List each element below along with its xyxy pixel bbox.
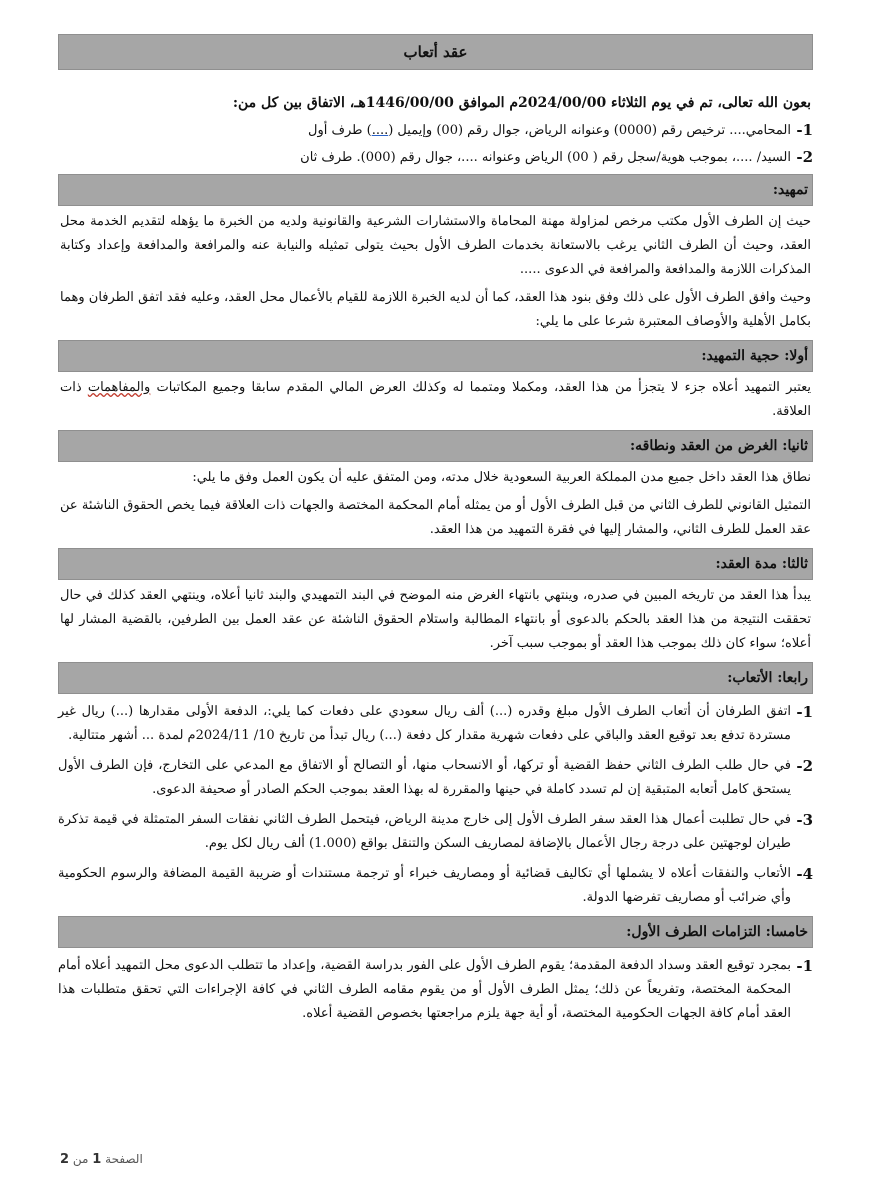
second-heading-text: ثانيا: الغرض من العقد ونطاقه:: [629, 438, 808, 454]
preamble-paragraph-2: وحيث وافق الطرف الأول على ذلك وفق بنود هذا العقد، كما أن لديه الخبرة اللازمة للقيام بالأعمال محل العقد، وعليه فقد اتفق الطرفان وهما بكامل الأهلية والأوصاف المعتبرة شرعا على ما يلي:: [60, 290, 811, 329]
party-one-email-placeholder: ....: [371, 123, 389, 138]
first-paragraph-b: ذات العلاقة.: [60, 380, 811, 419]
first-paragraph-a: يعتبر التمهيد أعلاه جزء لا يتجزأ من هذا العقد، ومكملا ومتمما له وكذلك العرض المالي المقدم سابقا وجميع المكاتبات: [150, 380, 812, 395]
fees-item-text: في حال تطلبت أعمال هذا العقد سفر الطرف الأول إلى خارج مدينة الرياض، فيتحمل الطرف الثاني نفقات السفر المتمثلة في قيمة تذكرة طيران لوجهتين على درجة رجال الأعمال بالإضافة لمصاريف السكن والتنقل بواقع (1.000) ألف ريال لكل يوم.: [58, 812, 791, 851]
third-heading-text: ثالثا: مدة العقد:: [715, 556, 808, 572]
contract-title: [58, 34, 813, 70]
obligations-item-number: 1-: [796, 957, 813, 975]
footer-page-label: الصفحة: [105, 1152, 143, 1166]
first-paragraph: [58, 374, 813, 424]
fees-item-number: 2-: [796, 757, 813, 775]
preamble-heading-text: تمهيد:: [772, 182, 808, 198]
preamble-paragraph-1: حيث إن الطرف الأول مكتب مرخص لمزاولة مهنة المحاماة والاستشارات الشرعية والقانونية ولديه من الخبرة ما يؤهله لتقديم الخدمة محل العقد، وحيث أن الطرف الثاني يرغب بالاستعانة بخدمات الطرف الأول بحيث يتولى تمثيله والنيابة عنه والمرافعة والمدافعة وإعداد وكتابة المذكرات اللازمة والمدافعة والمرافعة في الدعوى .....: [60, 214, 811, 277]
document-body: [58, 34, 813, 1026]
second-paragraph-1: نطاق هذا العقد داخل جميع مدن المملكة العربية السعودية خلال مدته، ومن المتفق عليه أن يكون العمل وفق ما يلي:: [192, 470, 811, 485]
contract-title-text: عقد أتعاب: [403, 43, 468, 61]
fourth-heading-text: رابعا: الأتعاب:: [727, 670, 808, 686]
fees-item-text: الأتعاب والنفقات أعلاه لا يشملها أي تكاليف قضائية أو ومصاريف خبراء أو ترجمة مستندات أو ضريبة القيمة المضافة والرسوم الحكومية وأي ضرائب أو مصاريف تفرضها الدولة.: [58, 866, 791, 905]
party-one-text: [308, 120, 791, 141]
fifth-heading-text: خامسا: التزامات الطرف الأول:: [626, 924, 808, 940]
party-one-number: 1-: [796, 121, 813, 139]
footer-current-page: 1: [92, 1152, 102, 1167]
party-two-number: 2-: [796, 148, 813, 166]
second-paragraph-2: التمثيل القانوني للطرف الثاني من قبل الطرف الأول أو من يمثله أمام المحكمة المختصة والجهات ذات العلاقة فيما يخص الحقوق الناشئة عن عقد العمل للطرف الثاني، والمشار إليها في فقرة التمهيد من هذا العقد.: [60, 498, 811, 537]
section-heading-fifth: [58, 916, 813, 948]
party-one: [58, 120, 813, 141]
section-heading-preamble: [58, 174, 813, 206]
obligations-item: [58, 954, 813, 1026]
fees-item: [58, 808, 813, 856]
section-heading-second: [58, 430, 813, 462]
fees-item-number: 3-: [796, 811, 813, 829]
fees-item-text: اتفق الطرفان أن أتعاب الطرف الأول مبلغ وقدره (...) ألف ريال سعودي على دفعات كما يلي:، الدفعة الأولى مقدارها (...) ريال غير مستردة تدفع بعد توقيع العقد والباقي على دفعات شهرية مقدار كل دفعة (...) ريال تبدأ من تاريخ 10/ 2024/11م لمدة ... أشهر متتالية.: [58, 704, 791, 743]
section-heading-third: [58, 548, 813, 580]
third-paragraph: يبدأ هذا العقد من تاريخه المبين في صدره، وينتهي بانتهاء الغرض منه الموضح في البند التمهيدي والبند ثانيا أعلاه، وينتهي العقد كذلك في حال تحققت النتيجة من هذا العقد بالحكم بالدعوى أو بانتهاء المطالبة واستلام الحقوق الناشئة عن عقد العمل بين الطرفين، بالقضية المشار لها أعلاه؛ سواء كان ذلك بموجب هذا العقد أو بموجب سبب آخر.: [60, 588, 811, 651]
party-two: [58, 147, 813, 168]
spelling-marked-word: والمفاهمات: [87, 380, 151, 395]
fees-item-number: 1-: [796, 703, 813, 721]
obligations-item-text: بمجرد توقيع العقد وسداد الدفعة المقدمة؛ يقوم الطرف الأول على الفور بدراسة القضية، وإعداد ما تتطلب الدعوى محل التمهيد أعلاه أمام المحكمة المختصة، وتفريعاً عن ذلك؛ يمثل الطرف الأول أو من يقوم مقامه الطرف الثاني في كافة الإجراءات التي تحقق متطلبات هذا العقد أمام كافة الجهات الحكومية المختصة، أو أية جهة يلزم مراجعتها بخصوص القضية أعلاه.: [58, 958, 791, 1021]
fees-item: [58, 862, 813, 910]
intro-line: بعون الله تعالى، تم في يوم الثلاثاء 2024/00/00م الموافق 1446/00/00هـ، الاتفاق بين كل من:: [232, 95, 811, 111]
fees-item-number: 4-: [796, 865, 813, 883]
fees-item: [58, 754, 813, 802]
party-one-text-b: ) طرف أول: [308, 123, 372, 138]
section-heading-fourth: [58, 662, 813, 694]
party-two-text: السيد/ ....، بموجب هوية/سجل رقم ( 00) الرياض وعنوانه ....، جوال رقم (000). طرف ثان: [300, 150, 791, 165]
section-heading-first: [58, 340, 813, 372]
footer-of-label: من: [72, 1152, 89, 1166]
fees-item: [58, 700, 813, 748]
party-one-text-a: المحامي.... ترخيص رقم (0000) وعنوانه الرياض، جوال رقم (00) وإيميل (: [388, 123, 791, 138]
page-number-footer: [60, 1152, 143, 1167]
first-heading-text: أولا: حجية التمهيد:: [701, 348, 808, 364]
fees-item-text: في حال طلب الطرف الثاني حفظ القضية أو تركها، أو الانسحاب منها، أو التصالح أو الاتفاق مع المدعي على التخارج، فإن الطرف الأول يستحق كامل أتعابه المتبقية إن لم تسدد كاملة في حينها والمقررة له بهذا العقد بموجب الحكم الصادر أو صحيفة الدعوى.: [58, 758, 791, 797]
footer-total-pages: 2: [60, 1152, 70, 1167]
